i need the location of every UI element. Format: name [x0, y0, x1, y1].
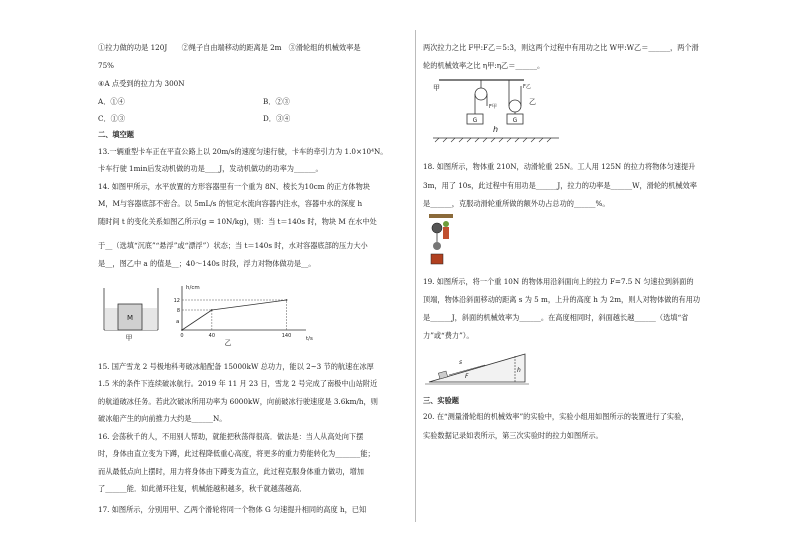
label-incline-h: h: [517, 367, 521, 374]
q15-line-2: 1.5 米的条件下连续破冰航行。2019 年 11 月 23 日，雪龙 2 号完成了南极中山站附近: [98, 379, 378, 388]
q20-line-1: 20. 在“测量滑轮组的机械效率”的实验中，实验小组用如图所示的装置进行了实验，: [423, 412, 689, 421]
column-divider: [415, 30, 416, 522]
chart-y-tick-label: 12: [173, 298, 180, 304]
q19-line-3: 是______J，斜面的机械效率为______。在高度相同时，斜面越长越______（选填“省: [423, 313, 689, 322]
q14-line-3: 随时间 t 的变化关系如图乙所示(g = 10N/kg)，则：当 t＝140s 时，物块 M 在水中处: [98, 217, 377, 226]
cube-m-label: M: [126, 314, 134, 322]
label-f-jia: F甲: [489, 104, 497, 110]
q16-line-2: 时，身体由直立变为下蹲，此过程降低重心高度，将更多的重力势能转化为_______能；: [98, 449, 375, 458]
q14-line-1: 14. 如图甲所示，水平放置的方形容器里有一个重为 8N、棱长为10cm 的正方体物块: [98, 182, 370, 191]
chart-y-axis-label: h/cm: [186, 285, 200, 291]
q15-line-4: 破冰船产生的向前推力大约是______N。: [98, 414, 227, 423]
choice-d: D．③④: [263, 114, 291, 123]
q13-line-2: 卡车行驶 1min后发动机做的功是____J，发动机做功的功率为______。: [98, 164, 323, 173]
label-yi: 乙: [529, 98, 536, 106]
label-g-jia: G: [472, 117, 478, 124]
label-h: h: [493, 125, 499, 134]
q12-option-line-2: 75%: [98, 61, 114, 70]
q18-line-3: 是______，克服动滑轮重所做的额外功占总功的______%。: [423, 199, 610, 208]
q14-line-2: M，M与容器底部不密合。以 5mL/s 的恒定水流向容器内注水，容器中水的深度 h: [98, 199, 363, 208]
q14-container-figure: [98, 284, 160, 342]
q18-worker-pulley-figure: [427, 214, 455, 268]
chart-data-point: [181, 329, 183, 331]
q15-line-3: 的航道破冰任务。若此次破冰所用功率为 6000kW，向前破冰行驶速度是 3.6km/h，则: [98, 397, 378, 406]
choice-b: B．②③: [263, 97, 290, 106]
choice-c: C．①③: [98, 114, 126, 123]
q17-line-2: 两次拉力之比 F甲:F乙＝5:3，则这两个过程中有用功之比 W甲:W乙＝______，两个滑: [423, 43, 699, 52]
label-incline-s: s: [459, 359, 463, 366]
fixed-pulley-shape: [475, 88, 487, 100]
q16-line-4: 了______能．如此循环往复，机械能越积越多，秋千就越荡越高．: [98, 484, 307, 493]
q18-line-2: 3m，用了 10s，此过程中有用功是______J，拉力的功率是______W，滑轮的机械效率: [423, 181, 697, 190]
q14-line-4: 于__（选填“沉底”“悬浮”或“漂浮”）状态；当 t＝140s 时，水对容器底部的压力大小: [98, 241, 368, 250]
choice-a: A．①④: [98, 97, 125, 106]
q12-option-line-1: ①拉力做的功是 120J ②绳子自由端移动的距离是 2m ③滑轮组的机械效率是: [98, 43, 361, 52]
q20-line-2: 实验数据记录如表所示，第三次实验时的拉力如图所示。: [423, 431, 603, 440]
chart-x-tick-label: 0: [180, 333, 184, 339]
chart-data-point: [211, 309, 213, 311]
q18-line-1: 18. 如图所示，物体重 210N，动滑轮重 25N。工人用 125N 的拉力将物体匀速提升: [423, 162, 696, 171]
chart-data-point: [286, 299, 288, 301]
movable-pulley-shape: [509, 100, 521, 112]
chart-x-axis-label: t/s: [306, 336, 313, 342]
q17-line-3: 轮的机械效率之比 η甲:η乙＝______。: [423, 61, 545, 70]
q19-line-4: 力”或“费力”）。: [423, 331, 474, 340]
chart-line-segment: [212, 300, 287, 310]
chart-x-tick-label: 140: [281, 333, 292, 339]
q13-line-1: 13.一辆重型卡车正在平直公路上以 20m/s的速度匀速行驶，卡车的牵引力为 1.0×10⁴N。: [98, 147, 388, 156]
q12-option-line-3: ④A 点受到的拉力为 300N: [98, 79, 185, 88]
label-incline-f: F: [465, 373, 469, 380]
q14-line-5: 是__，图乙中 a 的值是__；40～140s 时段，浮力对物体做功是__。: [98, 259, 316, 268]
label-jia: 甲: [433, 84, 440, 92]
q14-h-t-chart: [168, 282, 318, 346]
q15-line-1: 15. 国产雪龙 2 号极地科考破冰船配备 15000kW 总功力，能以 2~3 节的航速在冰厚: [98, 362, 374, 371]
chart-y-tick-label: 8: [176, 308, 180, 314]
label-g-yi: G: [512, 117, 518, 124]
q19-line-2: 顶端，物体沿斜面移动的距离 s 为 5 m，上升的高度 h 为 2m，则人对物体做的有用功: [423, 295, 701, 304]
label-f-yi: F乙: [523, 84, 531, 90]
chart-x-marker: a: [176, 319, 180, 325]
section-heading-experiment: 三、实验题: [423, 396, 459, 405]
chart-line-segment: [182, 310, 212, 330]
figure-jia-label: 甲: [125, 334, 133, 342]
q16-line-1: 16. 会荡秋千的人，不用别人帮助，就能把秋荡得很高．做法是：当人从高处向下摆: [98, 432, 364, 441]
chart-x-tick-label: 40: [208, 333, 216, 339]
q16-line-3: 而从最低点向上摆时，用力将身体由下蹲变为直立，此过程克服身体重力做功，增加: [98, 467, 364, 476]
q19-incline-figure: [425, 346, 531, 388]
q17-pulley-figure: [429, 76, 569, 144]
section-heading-fill-blank: 二、填空题: [98, 130, 134, 139]
figure-yi-label: 乙: [224, 339, 232, 346]
q19-line-1: 19. 如图所示，将一个重 10N 的物体用沿斜面向上的拉力 F=7.5 N 匀速拉到斜面的: [423, 277, 694, 286]
q17-line-1: 17. 如图所示，分别用甲、乙两个滑轮将同一个物体 G 匀速提升相同的高度 h，已知: [98, 505, 367, 514]
